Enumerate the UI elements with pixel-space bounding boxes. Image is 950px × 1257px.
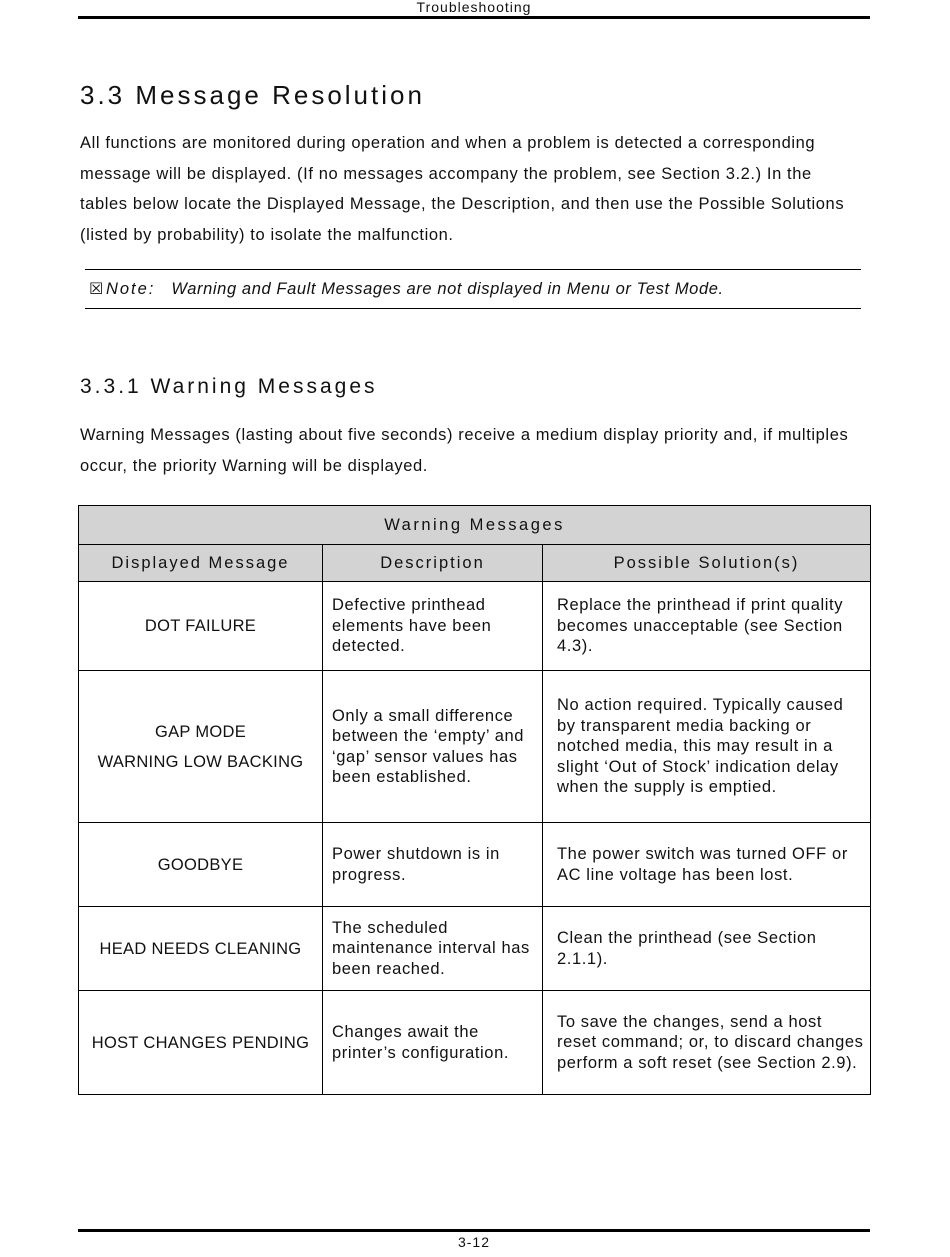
section-title: 3.3 Message Resolution [80,80,425,110]
note-text: Warning and Fault Messages are not displayed in Menu or Test Mode. [171,280,724,298]
displayed-message-cell [79,907,323,991]
table-row [79,582,871,671]
intro-paragraph: All functions are monitored during operation and when a problem is detected a corresponding message will be displayed. (If no messages accompany the problem, see Section 3.2.) In the tables below locate the Displayed Message, the Description, and then use the Possible Solutions (listed by probability) to isolate the malfunction. [80,134,845,244]
table-row [79,671,871,823]
solution-cell: To save the changes, send a host reset command; or, to discard changes perform a soft reset (see Section 2.9). [543,991,871,1095]
description-cell: Only a small difference between the ‘empty’ and ‘gap’ sensor values has been established. [323,671,543,823]
page-number: 3-12 [78,1229,870,1257]
note-box [85,269,861,309]
warning-messages-table [78,505,871,1095]
displayed-message: GOODBYE [157,855,244,874]
table-row [79,907,871,991]
warning-intro-paragraph: Warning Messages (lasting about five seconds) receive a medium display priority and, if multiples occur, the priority Warning will be displayed. [80,426,849,475]
solution-cell: Replace the printhead if print quality becomes unacceptable (see Section 4.3). [543,582,871,671]
running-header: Troubleshooting [78,0,870,19]
column-header-description: Description [323,545,543,582]
displayed-message: GAP MODE [154,722,247,741]
description-cell: The scheduled maintenance interval has been reached. [323,907,543,991]
table-row [79,823,871,907]
displayed-message: WARNING LOW BACKING [97,752,304,771]
displayed-message: HEAD NEEDS CLEANING [99,939,302,958]
column-header-solutions: Possible Solution(s) [543,545,871,582]
displayed-message-cell [79,582,323,671]
solution-cell: No action required. Typically caused by transparent media backing or notched media, this may result in a slight ‘Out of Stock’ indication delay when the supply is emptied. [543,671,871,823]
column-header-displayed-message: Displayed Message [79,545,323,582]
subsection-title: 3.3.1 Warning Messages [80,375,378,398]
table-caption: Warning Messages [79,506,871,545]
description-cell: Defective printhead elements have been detected. [323,582,543,671]
solution-cell: Clean the printhead (see Section 2.1.1). [543,907,871,991]
solution-cell: The power switch was turned OFF or AC line voltage has been lost. [543,823,871,907]
displayed-message-cell [79,671,323,823]
note-label: Note: [105,280,156,298]
description-cell: Changes await the printer’s configuration. [323,991,543,1095]
checkbox-icon: ☒ [89,281,104,298]
displayed-message: HOST CHANGES PENDING [91,1033,310,1052]
displayed-message-cell [79,991,323,1095]
description-cell: Power shutdown is in progress. [323,823,543,907]
displayed-message: DOT FAILURE [144,617,257,635]
table-row [79,991,871,1095]
displayed-message-cell [79,823,323,907]
